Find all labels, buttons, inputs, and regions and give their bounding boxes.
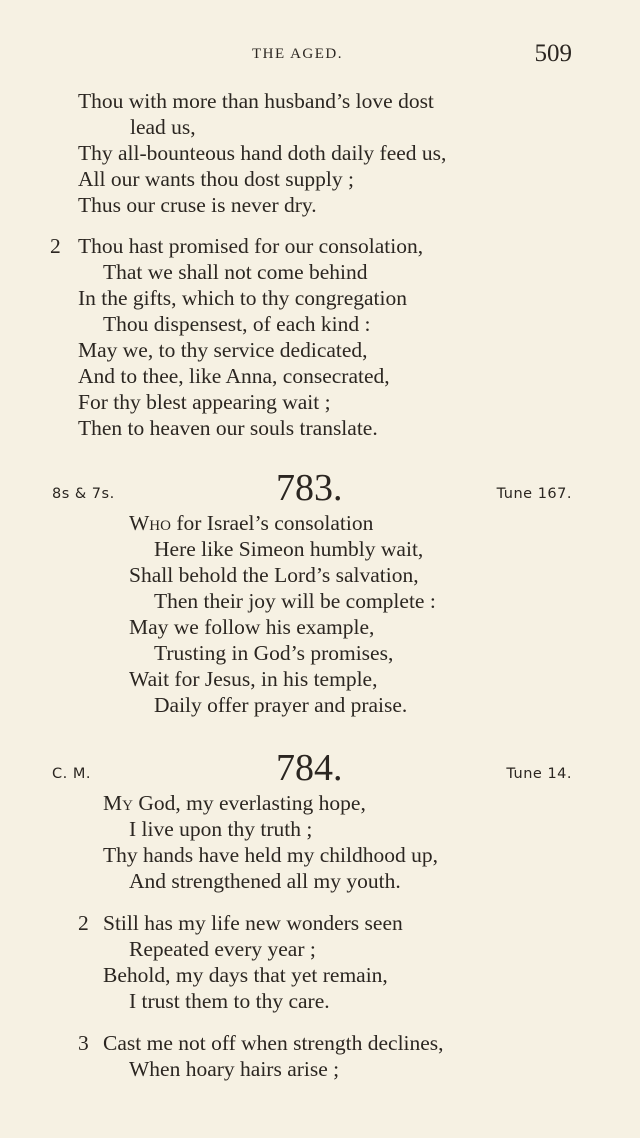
verse-line: Thou hast promised for our consolation,	[78, 234, 424, 258]
verse-line: That we shall not come behind	[103, 260, 368, 284]
verse-line: Thou with more than husband’s love dost	[78, 89, 434, 113]
verse-line: Thus our cruse is never dry.	[78, 193, 317, 217]
verse-line: And to thee, like Anna, consecrated,	[78, 364, 390, 388]
verse-line: Behold, my days that yet remain,	[103, 963, 388, 987]
stanza-number: 3	[78, 1031, 89, 1055]
running-head	[0, 40, 640, 68]
tune-label: Tune 167.	[496, 486, 572, 502]
verse-line: Cast me not off when strength declines,	[103, 1031, 444, 1055]
verse-line: When hoary hairs arise ;	[129, 1057, 340, 1081]
verse-line: I live upon thy truth ;	[129, 817, 313, 841]
verse-line	[103, 790, 366, 816]
verse-line: lead us,	[130, 115, 196, 139]
verse-line: Still has my life new wonders seen	[103, 911, 403, 935]
verse-line: Here like Simeon humbly wait,	[154, 537, 424, 561]
first-line-rest: God, my everlasting hope,	[132, 791, 366, 815]
verse-line: And strengthened all my youth.	[129, 869, 401, 893]
meter-label: 8s & 7s.	[52, 486, 115, 502]
page-number: 509	[534, 40, 572, 67]
stanza-number: 2	[50, 234, 61, 258]
verse-line: Then their joy will be complete :	[154, 589, 436, 613]
verse-line: Repeated every year ;	[129, 937, 316, 961]
first-line-rest: for Israel’s consolation	[170, 511, 374, 535]
hymn-783-header	[0, 467, 640, 514]
verse-line: For thy blest appearing wait ;	[78, 390, 331, 414]
meter-label: C. M.	[52, 766, 91, 782]
verse-line: Thy all-bounteous hand doth daily feed us,	[78, 141, 447, 165]
initial-word: Who	[129, 511, 171, 535]
verse-line: Shall behold the Lord’s salvation,	[129, 563, 419, 587]
verse-line: May we, to thy service dedicated,	[78, 338, 368, 362]
verse-line: Daily offer prayer and praise.	[154, 693, 408, 717]
verse-line: May we follow his example,	[129, 615, 375, 639]
verse-line: Wait for Jesus, in his temple,	[129, 667, 378, 691]
verse-line: Then to heaven our souls translate.	[78, 416, 378, 440]
verse-line: Thy hands have held my childhood up,	[103, 843, 438, 867]
tune-label: Tune 14.	[506, 766, 572, 782]
verse-line: Trusting in God’s promises,	[154, 641, 394, 665]
hymn-number: 784.	[276, 747, 343, 789]
hymn-784-header	[0, 747, 640, 794]
initial-word: My	[103, 791, 133, 815]
hymn-number: 783.	[276, 467, 343, 509]
verse-line: I trust them to thy care.	[129, 989, 330, 1013]
verse-line: Thou dispensest, of each kind :	[103, 312, 371, 336]
verse-line	[129, 510, 373, 536]
verse-line: All our wants thou dost supply ;	[78, 167, 354, 191]
stanza-number: 2	[78, 911, 89, 935]
verse-line: In the gifts, which to thy congregation	[78, 286, 407, 310]
running-title: THE AGED.	[252, 46, 343, 62]
